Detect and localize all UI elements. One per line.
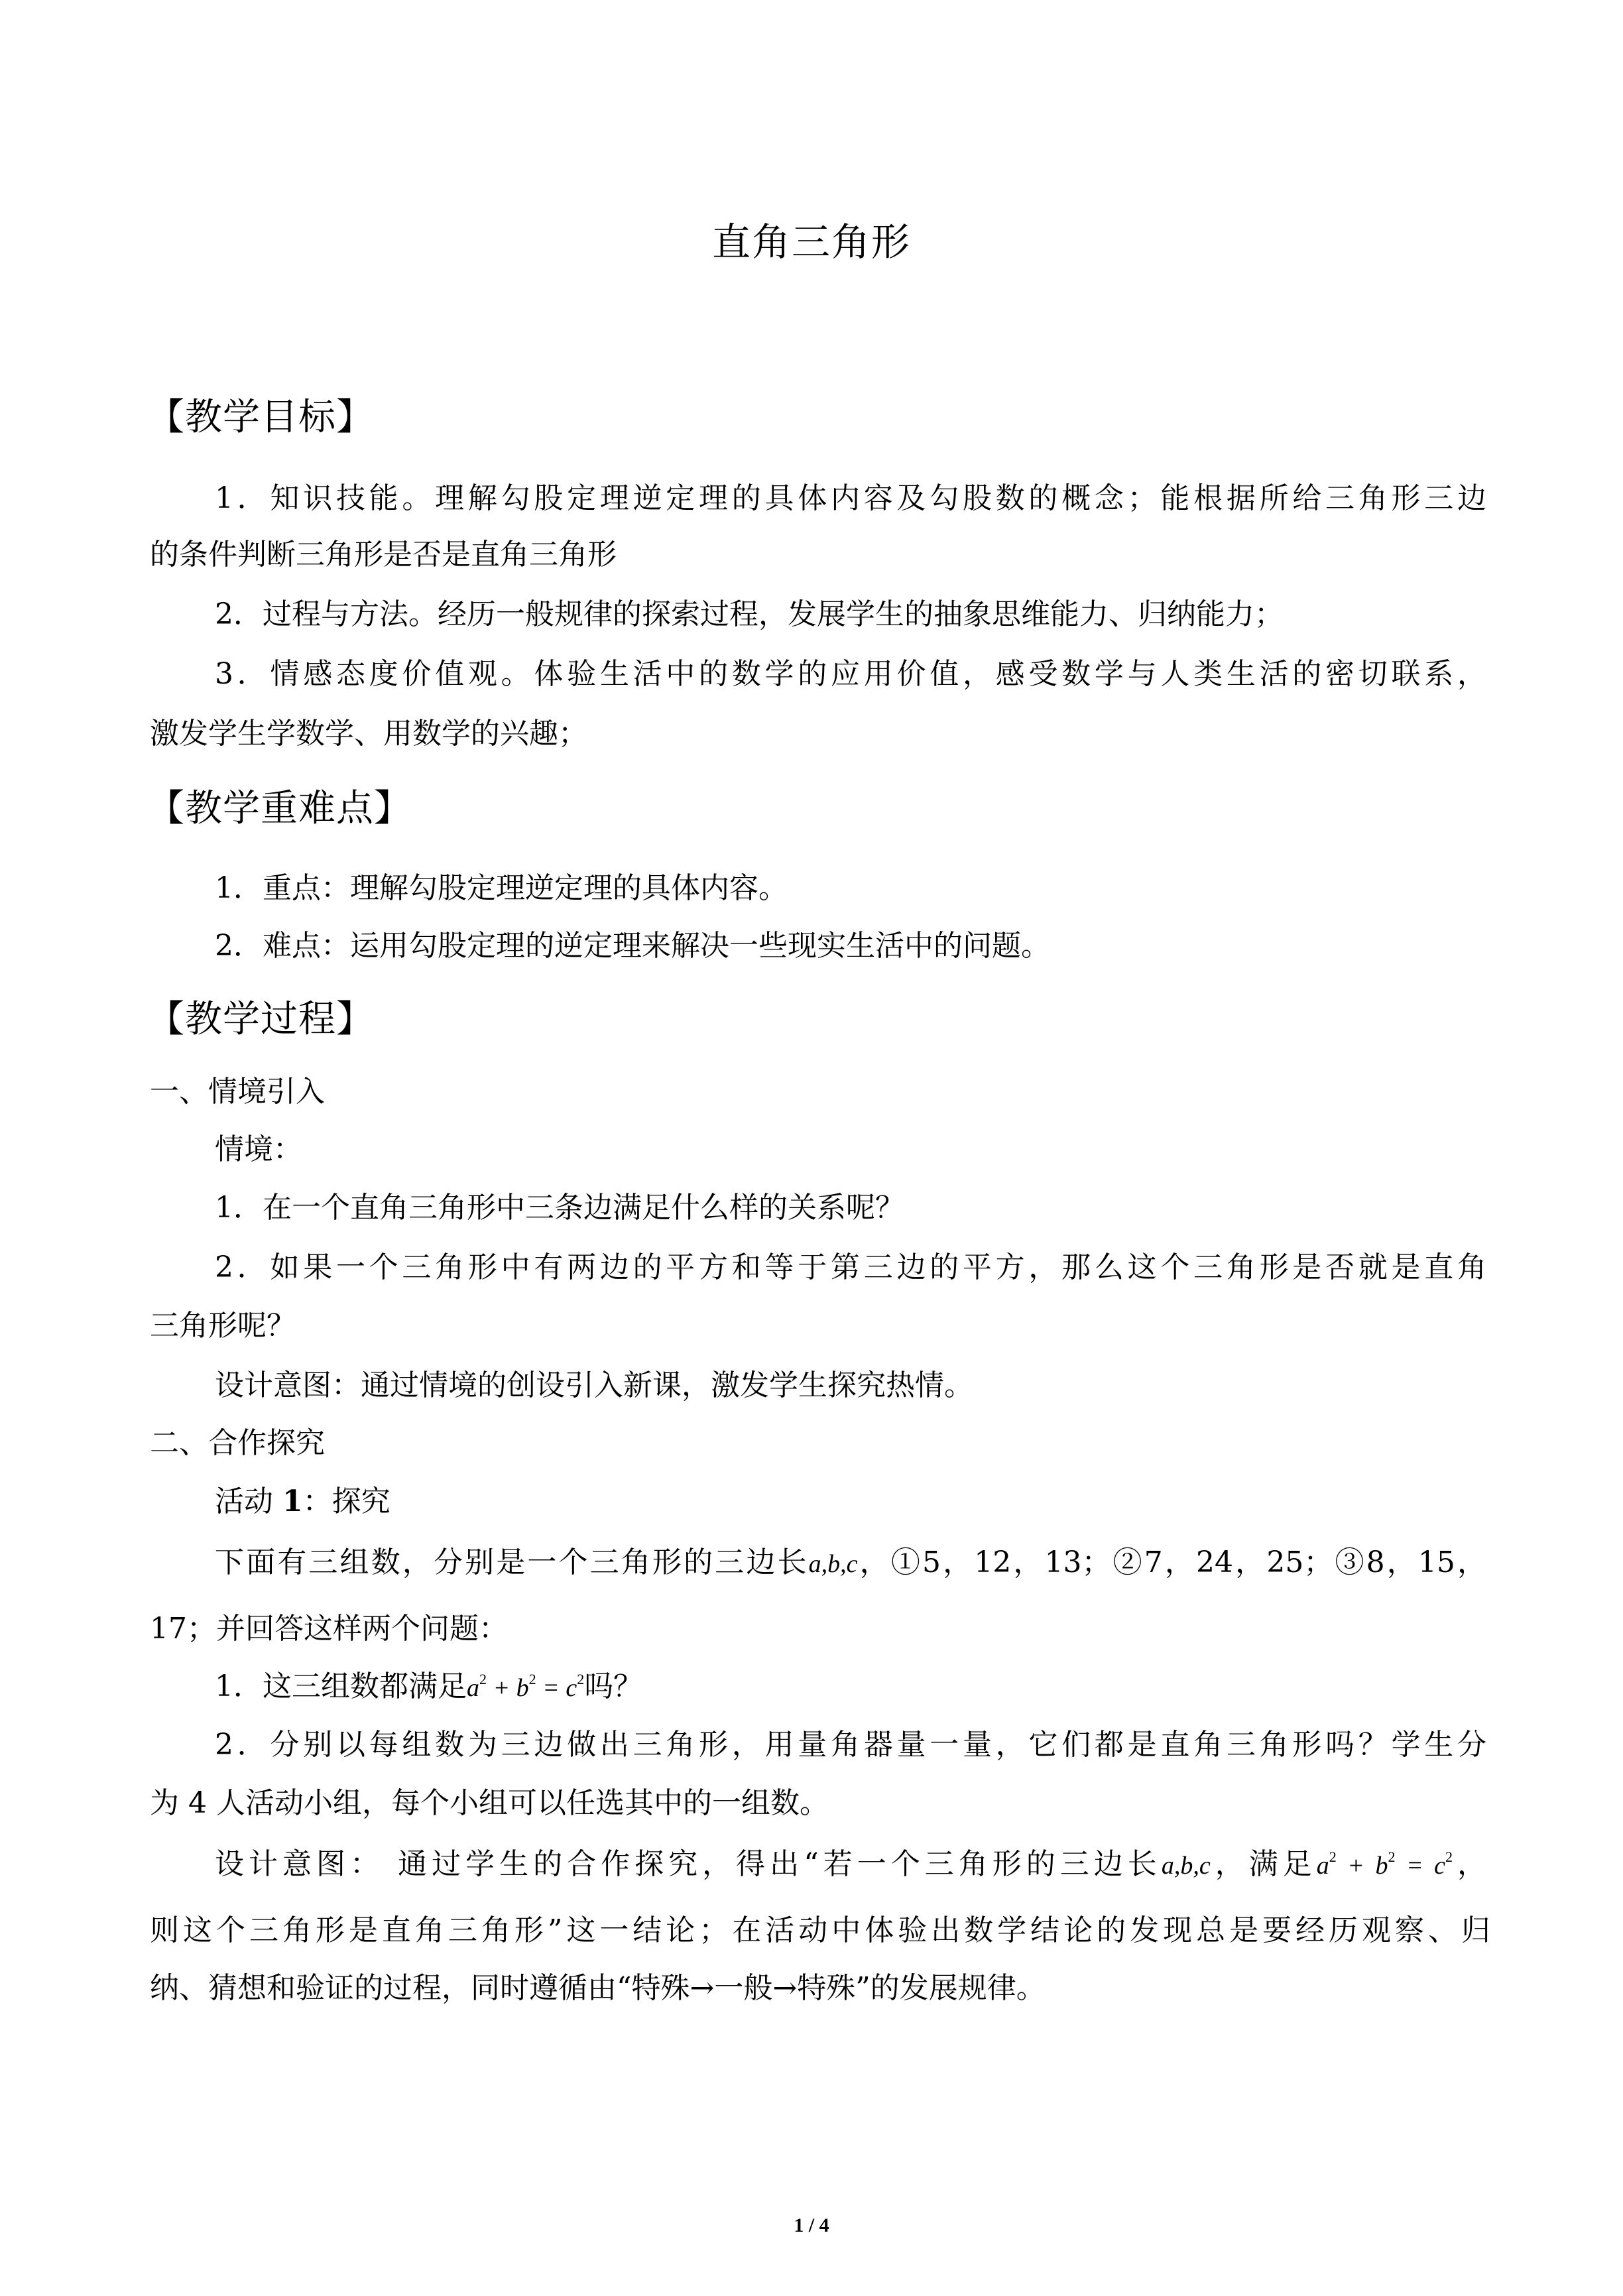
situation-label: 情境： — [215, 1132, 302, 1166]
pythagorean-formula: $a^2 + b^2 = c^2$ — [467, 1671, 585, 1702]
intent-2-variables: a,b,c — [1161, 1852, 1211, 1880]
design-intent-1: 设计意图：通过情境的创设引入新课，激发学生探究热情。 — [215, 1368, 973, 1402]
question-1: 1．在一个直角三角形中三条边满足什么样的关系呢？ — [215, 1191, 904, 1225]
page-title: 直角三角形 — [711, 219, 911, 265]
key-point-1: 1．重点：理解勾股定理逆定理的具体内容。 — [215, 871, 788, 905]
ask-1 — [215, 1669, 643, 1703]
design-intent-2-line-1 — [215, 1847, 1486, 1881]
process-heading: 【教学过程】 — [147, 998, 374, 1041]
goal-2: 2．过程与方法。经历一般规律的探索过程，发展学生的抽象思维能力、归纳能力； — [215, 597, 1284, 631]
goal-1-line-1: 1．知识技能。理解勾股定理逆定理的具体内容及勾股数的概念；能根据所给三角形三边 — [215, 481, 1486, 515]
key-point-2: 2．难点：运用勾股定理的逆定理来解决一些现实生活中的问题。 — [215, 929, 1050, 963]
activity-label — [215, 1484, 391, 1518]
ask-1-text: 1．这三组数都满足 — [215, 1669, 467, 1703]
key-points-heading: 【教学重难点】 — [147, 787, 412, 830]
goal-3-line-2: 激发学生学数学、用数学的兴趣； — [150, 717, 587, 751]
groups-variables: a,b,c — [808, 1550, 858, 1578]
groups-text-b: ，①5，12，13；②7，24，25；③8，15， — [857, 1545, 1486, 1579]
intent-2-text-a: 设计意图： 通过学生的合作探究，得出“若一个三角形的三边长 — [215, 1847, 1162, 1881]
ask-2-line-2: 为 4 人活动小组，每个小组可以任选其中的一组数。 — [150, 1786, 829, 1820]
groups-line-2: 17；并回答这样两个问题： — [150, 1612, 508, 1646]
activity-label-suffix: ：探究 — [302, 1484, 391, 1518]
goals-heading: 【教学目标】 — [147, 396, 374, 439]
part-2-title: 二、合作探究 — [150, 1426, 325, 1460]
design-intent-2-line-3: 纳、猜想和验证的过程，同时遵循由“特殊→一般→特殊”的发展规律。 — [150, 1971, 1046, 2005]
question-2-line-2: 三角形呢？ — [150, 1309, 296, 1343]
ask-2-line-1: 2．分别以每组数为三边做出三角形，用量角器量一量，它们都是直角三角形吗？学生分 — [215, 1728, 1486, 1762]
part-1-title: 一、情境引入 — [150, 1075, 325, 1109]
activity-number: 1 — [282, 1484, 303, 1518]
goal-3-line-1: 3．情感态度价值观。体验生活中的数学的应用价值，感受数学与人类生活的密切联系， — [215, 657, 1486, 691]
design-intent-2-line-2: 则这个三角形是直角三角形”这一结论；在活动中体验出数学结论的发现总是要经历观察、归 — [150, 1913, 1490, 1947]
intent-2-text-c: ， — [1452, 1847, 1486, 1881]
intent-2-text-b: ，满足 — [1210, 1847, 1317, 1881]
groups-text-a: 下面有三组数，分别是一个三角形的三边长 — [215, 1545, 809, 1579]
activity-label-text: 活动 — [215, 1484, 282, 1518]
question-2-line-1: 2．如果一个三角形中有两边的平方和等于第三边的平方，那么这个三角形是否就是直角 — [215, 1250, 1486, 1284]
ask-1-suffix: 吗？ — [584, 1669, 643, 1703]
groups-line-1 — [215, 1545, 1486, 1579]
goal-1-line-2: 的条件判断三角形是否是直角三角形 — [150, 538, 617, 572]
intent-2-formula: $a^2 + b^2 = c^2$ — [1316, 1848, 1453, 1880]
page-number: 1 / 4 — [794, 2214, 829, 2236]
